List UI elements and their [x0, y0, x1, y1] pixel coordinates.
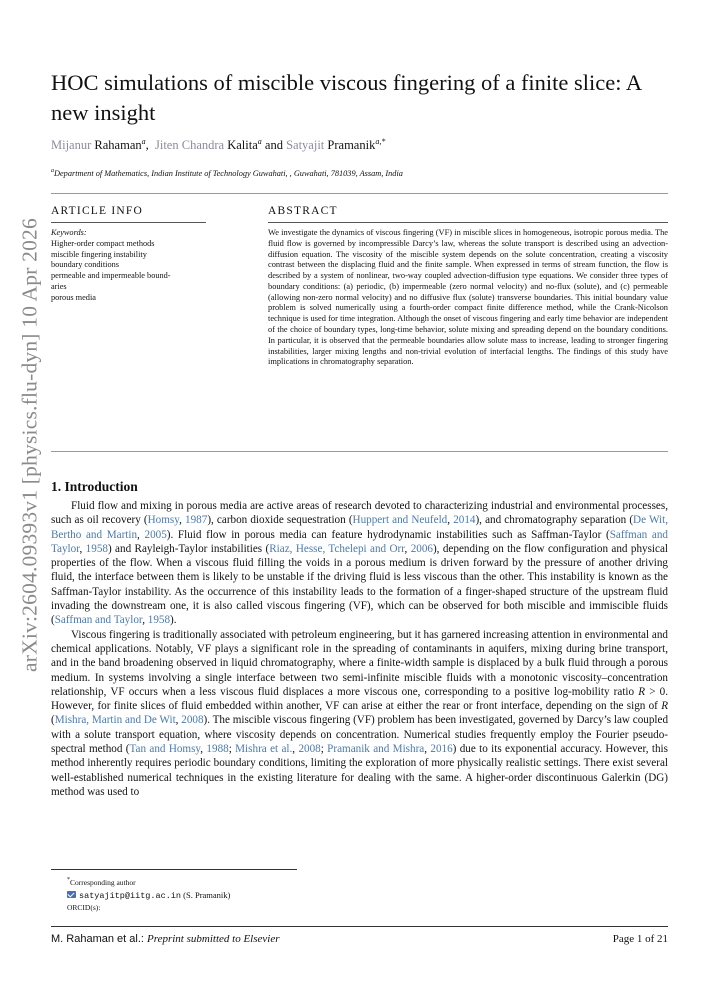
email-owner: (S. Pramanik): [183, 889, 231, 900]
text-run: Fluid flow and mixing in porous media are active areas of research devoted to characterizing industrial and environmental processes, such as oil recovery (: [51, 500, 668, 527]
citation-link[interactable]: Mishra, Martin and De Wit: [54, 714, 176, 727]
article-info-rule: [51, 222, 206, 223]
footer-rule: [51, 926, 668, 927]
text-run: ), carbon dioxide sequestration (: [207, 514, 353, 527]
arxiv-side-stamp: [10, 210, 50, 680]
citation-link[interactable]: 2014: [453, 514, 476, 527]
paper-title: HOC simulations of miscible viscous fingering of a finite slice: A new insight: [51, 70, 641, 125]
text-run: ,: [79, 542, 86, 555]
author-3[interactable]: Satyajit Pramanik$^{a,*}$: [286, 137, 386, 153]
text-run: ,: [142, 614, 148, 627]
article-info-heading: ARTICLE INFO: [51, 205, 143, 217]
keyword: Higher-order compact methods: [51, 238, 155, 248]
footnote-mark: *: [67, 877, 70, 883]
text-run: > 0. However, for finite slices of fluid embedded within another, VF can arise at either the rear or front interface, depending on the sign of: [51, 685, 668, 713]
text-run: ,: [137, 528, 145, 541]
citation-link[interactable]: De Wit, Bertho and Martin: [51, 514, 669, 541]
authors-and: and: [264, 138, 283, 153]
math-symbol: R: [638, 685, 646, 698]
citation-link[interactable]: 2006: [410, 542, 433, 555]
text-run: ).: [170, 614, 177, 627]
citation-link[interactable]: 1987: [185, 514, 208, 527]
text-run: ). The miscible viscous fingering (VF) problem has been investigated, governed by Darcy’s law coupled with a solute transport equation, where viscosity depends on concentration. Numerical studies frequently employ the Fourier pseudo-spectral method (: [51, 714, 669, 756]
section-heading-introduction: 1. Introduction: [51, 479, 138, 494]
introduction-body: [51, 499, 668, 799]
abstract-rule: [268, 222, 668, 223]
footnote: [67, 874, 230, 914]
text-run: ), depending on the flow configuration and physical properties of the flow. When a viscous fluid filling the voids in a porous medium is driven forward by the pressure of another driving fluid, the interface between them is likely to be unstable if the driving fluid is less viscous than the other. This instability is known as the Saffman-Taylor instability. As the occurrence of this instability leads to the formation of a finger-shaped structure of the upstream fluid invading the downstream one, it is also called viscous fingering (VF), which can be observed for both miscible and immiscible fluids (: [51, 542, 669, 627]
citation-link[interactable]: Homsy: [147, 514, 180, 527]
citation-link[interactable]: 2008: [298, 743, 321, 756]
paragraph: [51, 499, 668, 628]
citation-link[interactable]: Mishra et al.: [235, 743, 293, 756]
text-run: ) due to its exponential accuracy. However, this method inherently requires periodic boundary conditions, limiting the exploration of more physically realistic settings. There exist several well-established numerical techniques in the existing literature for dealing with the same. A higher-order discontinuous Galerkin (DG) method was used to: [51, 743, 668, 798]
keyword: aries: [51, 281, 67, 291]
keyword: boundary conditions: [51, 260, 119, 270]
abstract-text: We investigate the dynamics of viscous fingering (VF) in miscible slices in homogeneous, isotropic porous media. The fluid flow is governed by incompressible Darcy’s law, whereas the solute transport is described using an advection-diffusion equation. The viscosity of the miscible system depends on the solute concentration, creating a viscosity contrast between the displacing fluid and the finite sample. When expressed in terms of stream function, the flow is described by a system of nonlinear, two-way coupled advection-diffusion type equations. We consider three types of boundary conditions: (a) periodic, (b) impermeable (zero normal velocity) and no-flux (solute), and (c) permeable (allowing non-zero normal velocity) and no diffusive flux (solute) transverse boundaries. This initial boundary value problem is solved numerically using a fourth-order compact finite difference method, while the Crank-Nicolson technique is used for time integration. Although the onset of viscous fingering and early time behavior are independent of the choice of boundary types, long-time behavior, solute mixing and spreading depend on the boundary conditions. In particular, it is observed that the permeable boundaries allow solute mass to increase, leading to stronger fingering instabilities, larger mixing lengths and non-trivial evolution of interfacial lengths. The findings of this study have implications in chromatography separation.: [268, 228, 668, 367]
text-run: ,: [424, 743, 431, 756]
orcid-label: ORCID(s):: [67, 902, 101, 912]
citation-link[interactable]: 1958: [85, 542, 108, 555]
text-run: Viscous fingering is traditionally associated with petroleum engineering, but it has garnered increasing attention in environmental and chemical applications. Notably, VF plays a significant role in the spreading of contaminants in aquifers, mixing during brine transport, and in the band broadening observed in liquid chromatography, where a finite-width sample is displaced by a bulk fluid through a porous medium. In systems involving a single interface between two semi-infinite miscible fluids with a monotonic viscosity–concentration relationship, VF occurs when a less viscous fluid displaces a more viscous one, corresponding to a positive log-mobility ratio: [51, 628, 668, 698]
keyword: porous media: [51, 292, 96, 302]
text-run: ) and Rayleigh-Taylor instabilities (: [107, 542, 270, 555]
citation-link[interactable]: 2005: [144, 528, 167, 541]
citation-link[interactable]: Saffman and Taylor: [51, 528, 668, 555]
divider-abstract-end: [51, 451, 668, 452]
text-run: ,: [447, 514, 454, 527]
text-run: ,: [200, 743, 207, 756]
text-run: ,: [179, 514, 186, 527]
page-number: Page 1 of 21: [612, 933, 668, 945]
text-run: ). Fluid flow in porous media can feature hydrodynamic instabilities such as Saffman-Taylor (: [166, 528, 610, 541]
author-1[interactable]: Mijanur Rahaman$^a$: [51, 137, 146, 153]
footer-left: M. Rahaman et al.: Preprint submitted to Elsevier: [51, 933, 280, 945]
citation-link[interactable]: 2008: [181, 714, 204, 727]
citation-link[interactable]: 1958: [147, 614, 171, 627]
text-run: ;: [320, 743, 328, 756]
text-run: ,: [292, 743, 299, 756]
citation-link[interactable]: Huppert and Neufeld: [352, 514, 448, 527]
citation-link[interactable]: 1988: [206, 743, 229, 756]
author-list: Mijanur Rahaman$^a$, Jiten Chandra Kalita$^a$ and Satyajit Pramanik$^{a,*}$: [51, 137, 386, 153]
text-run: ;: [228, 743, 236, 756]
citation-link[interactable]: Tan and Homsy: [129, 743, 201, 756]
citation-link[interactable]: Saffman and Taylor: [54, 614, 143, 627]
footnote-rule: [51, 869, 297, 870]
mail-icon: [67, 891, 76, 898]
divider-top: [51, 193, 668, 194]
arxiv-identifier[interactable]: arXiv:2604.09393v1 [physics.flu-dyn] 10 Apr 2026: [17, 218, 42, 672]
keyword: miscible fingering instability: [51, 249, 147, 259]
author-2[interactable]: Jiten Chandra Kalita$^a$: [155, 137, 262, 153]
affiliation: $^a$Department of Mathematics, Indian Institute of Technology Guwahati, , Guwahati, 781039, Assam, India: [51, 168, 403, 178]
paragraph: [51, 628, 668, 800]
text-run: ), and chromatography separation (: [475, 514, 634, 527]
citation-link[interactable]: Riaz, Hesse, Tchelepi and Orr: [269, 542, 405, 555]
math-symbol: R: [661, 700, 668, 713]
corresponding-author-note: Corresponding author: [70, 877, 136, 887]
abstract-heading: ABSTRACT: [268, 205, 338, 217]
citation-link[interactable]: 2016: [430, 743, 453, 756]
keyword: permeable and impermeable bound-: [51, 271, 171, 281]
author-email-link[interactable]: satyajitp@iitg.ac.in: [79, 890, 182, 901]
keywords-label: Keywords:: [51, 228, 87, 237]
text-run: ,: [404, 542, 411, 555]
keywords-block: [51, 228, 211, 304]
citation-link[interactable]: Pramanik and Mishra: [327, 743, 425, 756]
text-run: (: [51, 714, 55, 727]
text-run: ,: [175, 714, 182, 727]
